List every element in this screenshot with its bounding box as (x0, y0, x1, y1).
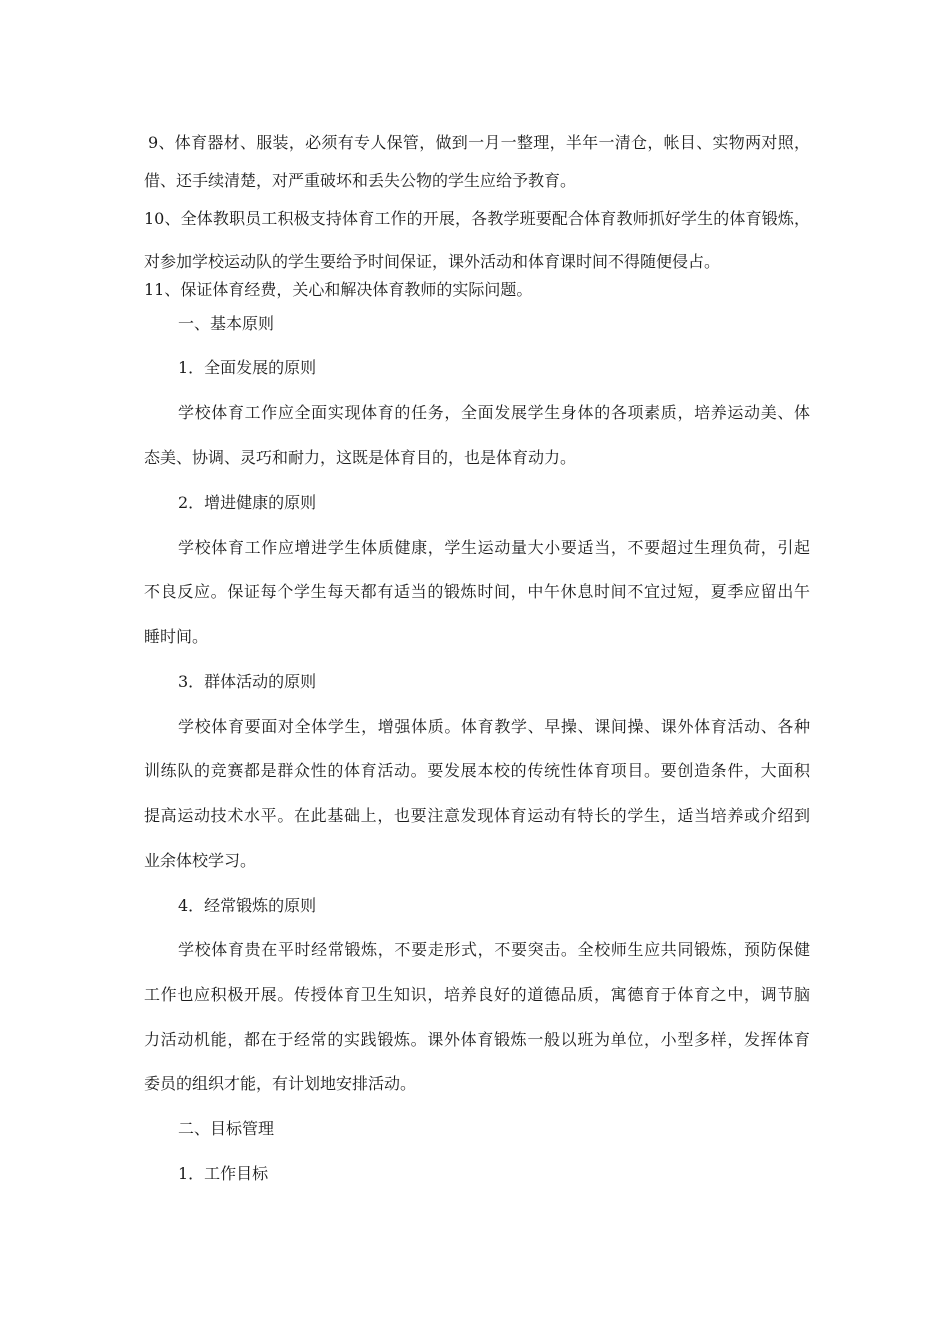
section-heading-basic-principles: 一、基本原则 (178, 314, 275, 333)
text-line-13: 睡时间。 (144, 627, 209, 646)
text-line-3: 10、全体教职员工积极支持体育工作的开展，各教学班要配合体育教师抓好学生的体育锻炼， (144, 209, 810, 228)
subheading-group-activities: 3．群体活动的原则 (178, 672, 317, 691)
text-line-22: 力活动机能，都在于经常的实践锻炼。课外体育锻炼一般以班为单位，小型多样，发挥体育 (144, 1030, 810, 1049)
text-line-9: 态美、协调、灵巧和耐力，这既是体育目的，也是体育动力。 (144, 448, 577, 467)
subheading-work-goals: 1．工作目标 (178, 1164, 269, 1183)
text-line-5: 11、保证体育经费，关心和解决体育教师的实际问题。 (144, 280, 533, 299)
text-line-1: 9、体育器材、服装，必须有专人保管，做到一月一整理，半年一清仓，帐目、实物两对照， (148, 133, 810, 152)
text-line-17: 提高运动技术水平。在此基础上，也要注意发现体育运动有特长的学生，适当培养或介绍到 (144, 806, 810, 825)
subheading-promote-health: 2．增进健康的原则 (178, 493, 317, 512)
text-line-21: 工作也应积极开展。传授体育卫生知识，培养良好的道德品质，寓德育于体育之中，调节脑 (144, 985, 810, 1004)
subheading-comprehensive-development: 1．全面发展的原则 (178, 358, 317, 377)
text-line-12: 不良反应。保证每个学生每天都有适当的锻炼时间，中午休息时间不宜过短，夏季应留出午 (144, 582, 810, 601)
text-line-23: 委员的组织才能，有计划地安排活动。 (144, 1074, 417, 1093)
subheading-regular-exercise: 4．经常锻炼的原则 (178, 896, 317, 915)
text-line-18: 业余体校学习。 (144, 851, 257, 870)
text-line-20: 学校体育贵在平时经常锻炼，不要走形式，不要突击。全校师生应共同锻炼，预防保健 (178, 940, 810, 959)
text-line-2: 借、还手续清楚，对严重破坏和丢失公物的学生应给予教育。 (144, 171, 577, 190)
text-line-16: 训练队的竞赛都是群众性的体育活动。要发展本校的传统性体育项目。要创造条件，大面积 (144, 761, 810, 780)
text-line-4: 对参加学校运动队的学生要给予时间保证，课外活动和体育课时间不得随便侵占。 (144, 252, 721, 271)
section-heading-goal-management: 二、目标管理 (178, 1119, 275, 1138)
text-line-11: 学校体育工作应增进学生体质健康，学生运动量大小要适当，不要超过生理负荷，引起 (178, 538, 810, 557)
text-line-15: 学校体育要面对全体学生，增强体质。体育教学、早操、课间操、课外体育活动、各种 (178, 717, 810, 736)
text-line-8: 学校体育工作应全面实现体育的任务，全面发展学生身体的各项素质，培养运动美、体 (178, 403, 810, 422)
